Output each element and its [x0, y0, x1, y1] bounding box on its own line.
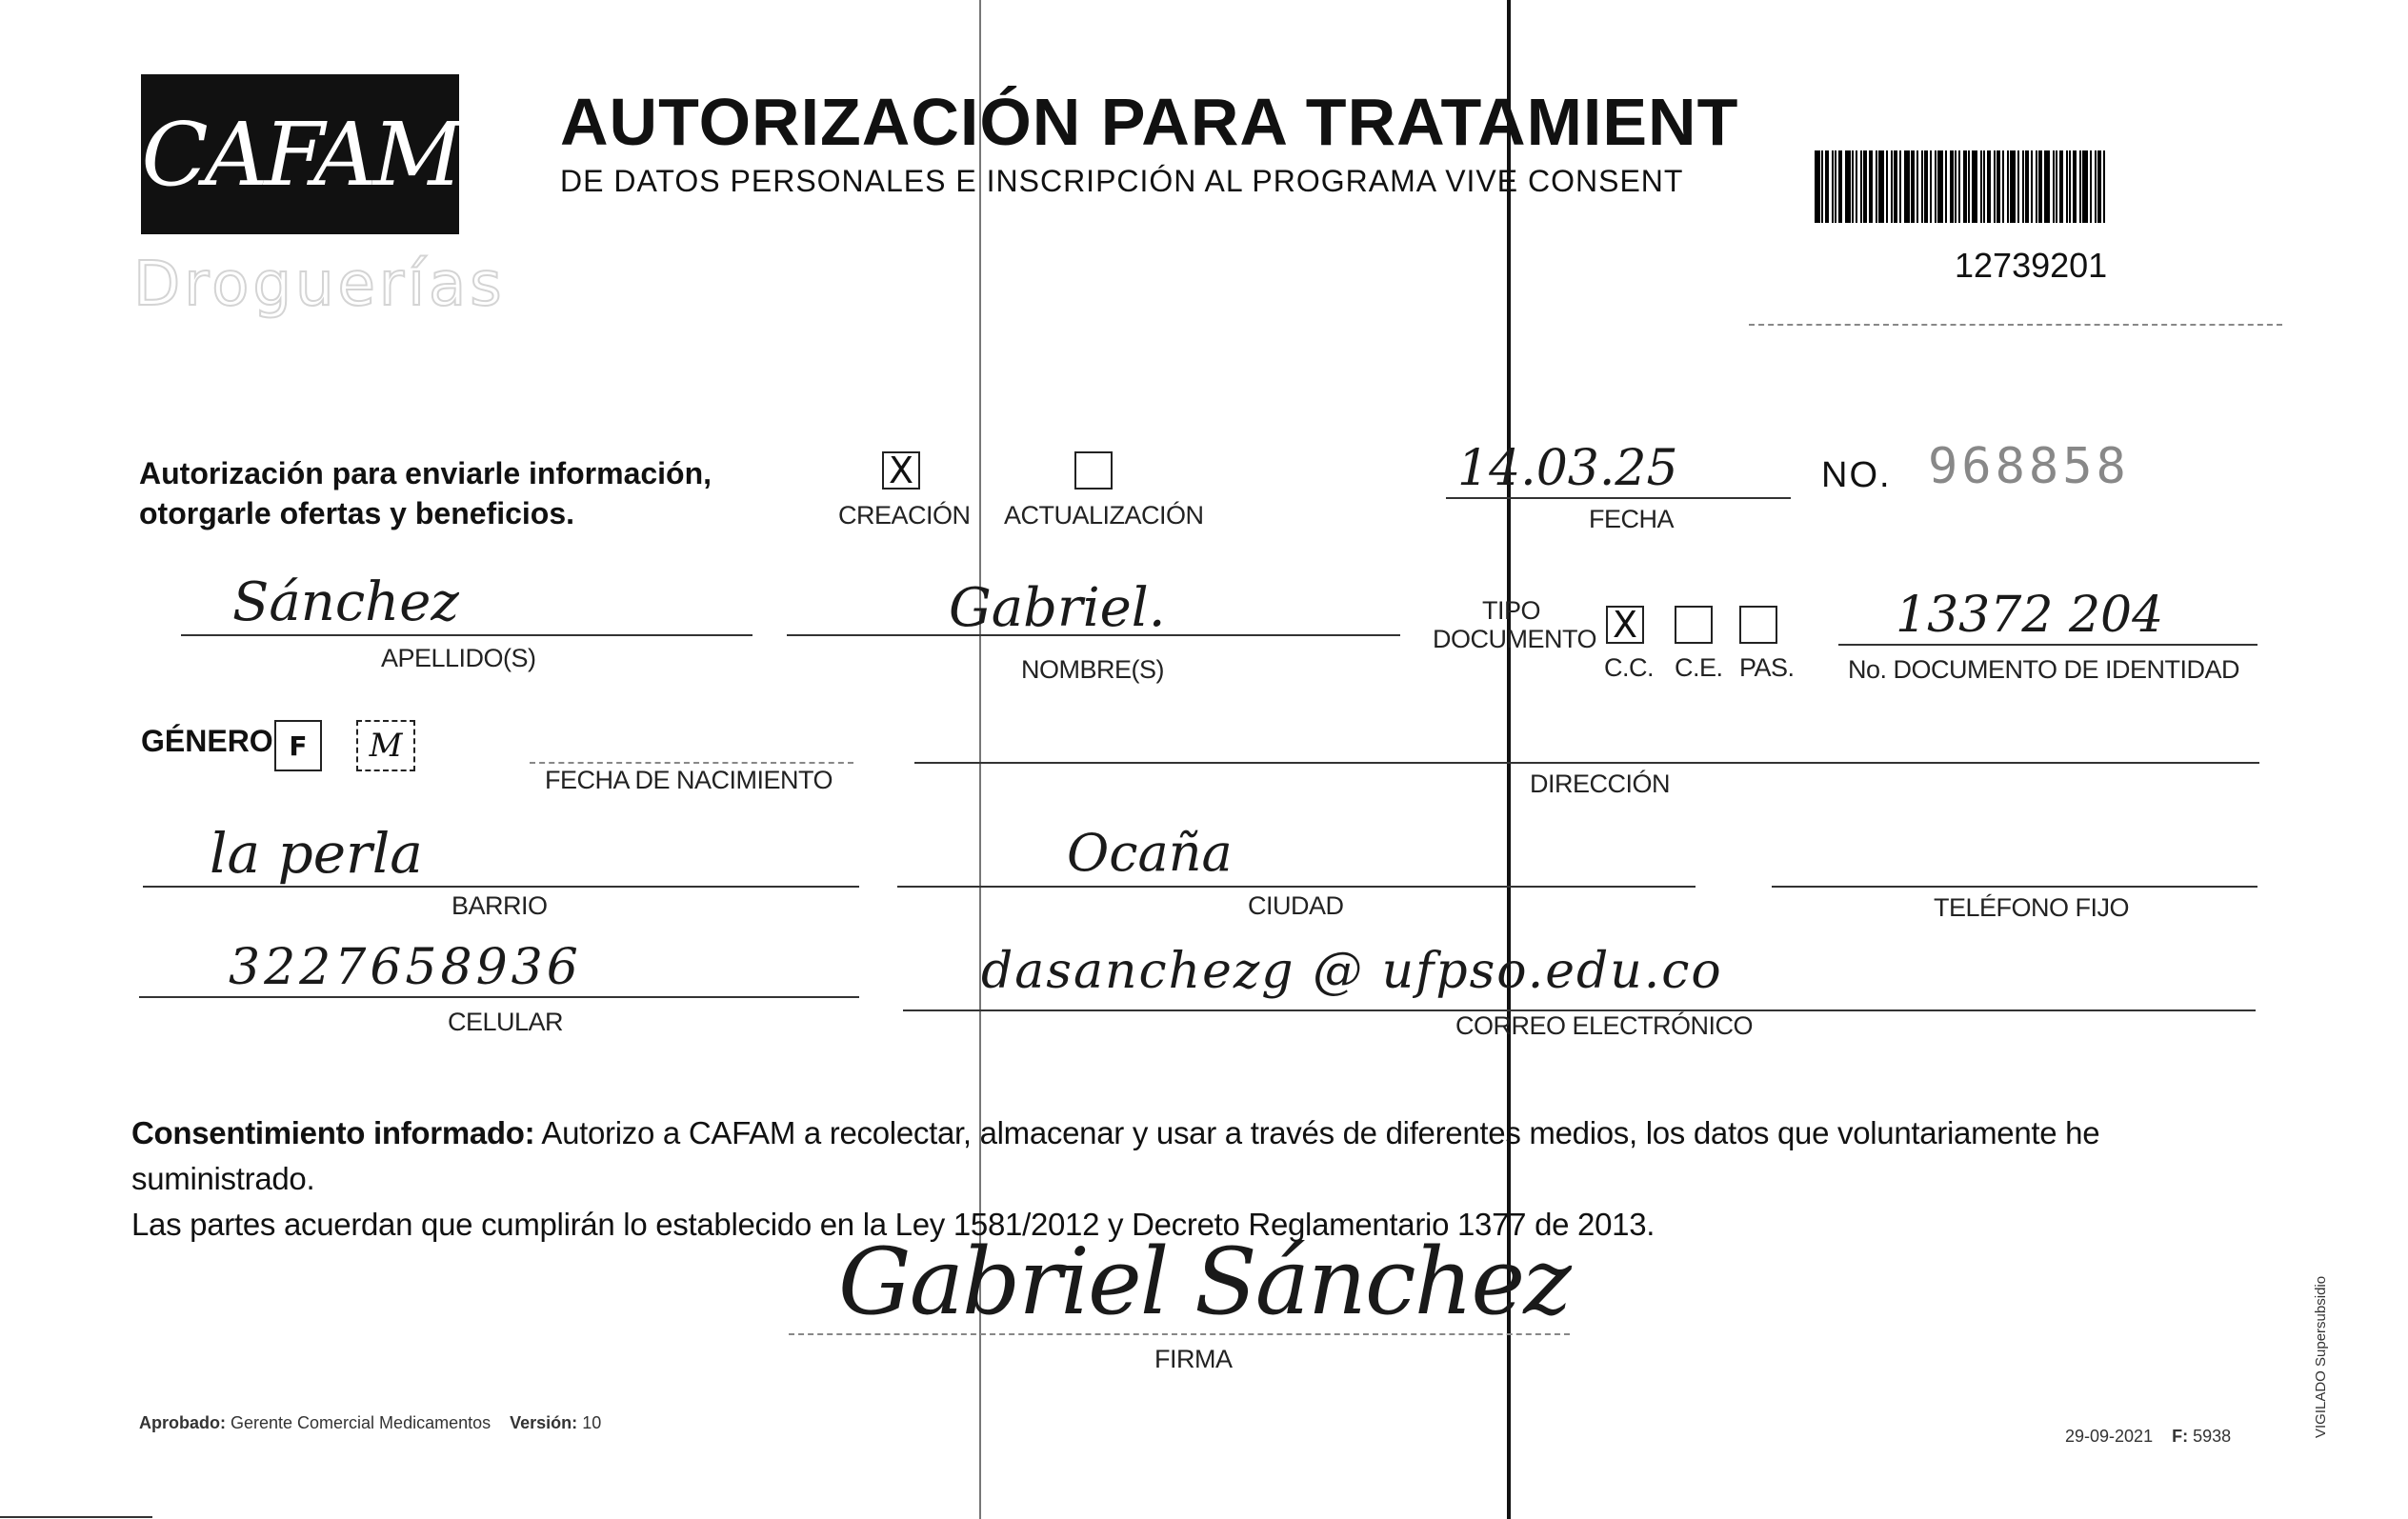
barcode-bar	[1921, 150, 1923, 223]
barcode-bar	[1955, 150, 1956, 223]
version-value: 10	[582, 1413, 602, 1432]
barcode-bar	[1930, 150, 1932, 223]
barcode-bar	[2053, 150, 2055, 223]
approved-label: Aprobado:	[139, 1413, 226, 1432]
barcode-bar	[2082, 150, 2088, 223]
barcode-bar	[1911, 150, 1915, 223]
doc-type-label-2: DOCUMENTO	[1433, 625, 1597, 653]
barcode-bar	[1899, 150, 1901, 223]
email-value: dasanchezg @ ufpso.edu.co	[981, 943, 1723, 1000]
address-label: DIRECCIÓN	[1530, 769, 1671, 798]
authorization-text	[139, 453, 712, 533]
barcode-bar	[1958, 150, 1960, 223]
barcode-bar	[2002, 150, 2004, 223]
barcode-bar	[1916, 150, 1918, 223]
barcode-bar	[1891, 150, 1893, 223]
barcode-bar	[1937, 150, 1943, 223]
date-line	[1446, 497, 1791, 499]
vigilado-side-text: VIGILADO Supersubsidio	[2313, 1275, 2329, 1438]
barcode-bar	[1950, 150, 1954, 223]
barcode-bar	[2073, 150, 2077, 223]
gender-f-checkbox[interactable]	[274, 720, 322, 771]
barcode-bar	[1894, 150, 1897, 223]
barcode-bar	[1904, 150, 1910, 223]
ce-checkbox[interactable]	[1675, 606, 1713, 644]
date-value: 14.03.25	[1457, 440, 1678, 497]
signature-line	[789, 1333, 1570, 1335]
neighborhood-line	[143, 886, 859, 888]
barcode-bar	[2038, 150, 2042, 223]
f-value: 5938	[2193, 1427, 2232, 1446]
ce-label: C.E.	[1675, 653, 1723, 682]
name-value: Gabriel.	[949, 577, 1166, 639]
barcode-bar	[1821, 150, 1823, 223]
barcode-bar	[1860, 150, 1862, 223]
surname-value: Sánchez	[232, 571, 459, 633]
cc-label: C.C.	[1604, 653, 1654, 682]
form-title: AUTORIZACIÓN PARA TRATAMIENT	[560, 85, 1739, 159]
mobile-label: CELULAR	[448, 1008, 564, 1036]
bottom-edge-mark	[0, 1516, 152, 1518]
header-divider	[1749, 324, 2282, 326]
doc-number-label: No. DOCUMENTO DE IDENTIDAD	[1848, 655, 2240, 684]
pas-label: PAS.	[1739, 653, 1795, 682]
barcode-bar	[1856, 150, 1857, 223]
barcode-bar	[1945, 150, 1947, 223]
barcode-bar	[1935, 150, 1936, 223]
email-label: CORREO ELECTRÓNICO	[1455, 1011, 1754, 1040]
barcode-bar	[2010, 150, 2016, 223]
barcode-bar	[1994, 150, 1996, 223]
barcode-bar	[2017, 150, 2019, 223]
gender-label: GÉNERO	[141, 724, 273, 758]
barcode-bar	[2090, 150, 2092, 223]
barcode-bar	[1876, 150, 1877, 223]
check-mark: X	[1612, 604, 1638, 646]
barcode-bar	[1878, 150, 1884, 223]
logo-text: CAFAM	[141, 103, 459, 206]
doc-type-label-1: TIPO	[1482, 596, 1541, 625]
barcode-bar	[2056, 150, 2057, 223]
pas-checkbox[interactable]	[1739, 606, 1777, 644]
phone-line	[1772, 886, 2258, 888]
surname-label: APELLIDO(S)	[381, 644, 536, 672]
footer-date: 29-09-2021	[2065, 1427, 2154, 1446]
mobile-value: 3227658936	[229, 939, 582, 996]
city-line	[897, 886, 1696, 888]
neighborhood-label: BARRIO	[452, 891, 548, 920]
cafam-logo	[141, 74, 459, 234]
barcode-bar	[1924, 150, 1928, 223]
barcode-bar	[1838, 150, 1842, 223]
name-label: NOMBRE(S)	[1021, 655, 1164, 684]
city-label: CIUDAD	[1248, 891, 1344, 920]
barcode-bar	[1869, 150, 1873, 223]
barcode-bar	[2044, 150, 2050, 223]
update-checkbox[interactable]	[1074, 451, 1113, 490]
barcode-bar	[2036, 150, 2037, 223]
gender-f-text: F	[289, 730, 308, 762]
barcode-bar	[2097, 150, 2101, 223]
barcode-bar	[2007, 150, 2009, 223]
consent-body-1: Autorizo a CAFAM a recolectar, almacenar y usar a través de diferentes medios, los datos que voluntariamente he suministrado.	[131, 1115, 2100, 1196]
barcode-bar	[2103, 150, 2105, 223]
approved-value: Gerente Comercial Medicamentos	[231, 1413, 492, 1432]
name-line	[787, 634, 1400, 636]
barcode-bar	[1852, 150, 1854, 223]
date-label: FECHA	[1589, 505, 1675, 533]
creation-checkbox[interactable]	[882, 451, 920, 490]
update-label: ACTUALIZACIÓN	[1004, 501, 1204, 530]
check-mark: X	[888, 450, 914, 491]
barcode-bar	[1845, 150, 1851, 223]
phone-label: TELÉFONO FIJO	[1934, 893, 2130, 922]
authorization-line-2: otorgarle ofertas y beneficios.	[139, 496, 575, 530]
barcode-bar	[1968, 150, 1970, 223]
address-line	[914, 762, 2259, 764]
barcode-bar	[1832, 150, 1834, 223]
barcode-bar	[2025, 150, 2029, 223]
form-subtitle: DE DATOS PERSONALES E INSCRIPCIÓN AL PROGRAMA VIVE CONSENT	[560, 164, 1684, 198]
neighborhood-value: la perla	[210, 821, 423, 886]
surname-line	[181, 634, 752, 636]
creation-label: CREACIÓN	[838, 501, 971, 530]
version-label: Versión:	[510, 1413, 578, 1432]
signature-value: Gabriel Sánchez	[838, 1229, 1570, 1335]
barcode-bar	[1815, 150, 1820, 223]
birth-date-line	[530, 762, 853, 764]
mobile-line	[139, 996, 859, 998]
consent-text	[131, 1110, 2284, 1248]
barcode-bar	[1980, 150, 1982, 223]
no-value: 968858	[1928, 438, 2130, 495]
signature-label: FIRMA	[1154, 1345, 1233, 1373]
barcode-bar	[1886, 150, 1888, 223]
consent-lead: Consentimiento informado:	[131, 1115, 535, 1150]
barcode-bar	[1997, 150, 2000, 223]
barcode-bar	[1972, 150, 1977, 223]
barcode-bar	[2022, 150, 2024, 223]
authorization-line-1: Autorización para enviarle información,	[139, 456, 712, 490]
logo-subtext: Droguerías	[133, 250, 506, 320]
barcode-bar	[2059, 150, 2063, 223]
doc-number-value: 13372 204	[1896, 587, 2164, 644]
barcode-bar	[2079, 150, 2081, 223]
city-value: Ocaña	[1067, 823, 1233, 883]
barcode-bar	[2095, 150, 2097, 223]
footer-date-code	[2065, 1427, 2231, 1447]
gender-m-text: M	[369, 727, 403, 765]
consent-line-1	[131, 1110, 2284, 1202]
barcode-bar	[1835, 150, 1836, 223]
barcode-number: 12739201	[1955, 246, 2108, 285]
barcode-bar	[2031, 150, 2033, 223]
barcode	[1815, 150, 2205, 223]
gender-m-checkbox[interactable]	[356, 720, 415, 771]
barcode-bar	[1825, 150, 1829, 223]
barcode-bar	[2069, 150, 2071, 223]
f-label: F:	[2172, 1427, 2189, 1446]
consent-line-2: Las partes acuerdan que cumplirán lo establecido en la Ley 1581/2012 y Decreto Reglamentario 1377 de 2013.	[131, 1207, 1656, 1242]
birth-date-label: FECHA DE NACIMIENTO	[545, 766, 833, 794]
barcode-bar	[2066, 150, 2068, 223]
barcode-bar	[1963, 150, 1967, 223]
doc-number-line	[1838, 644, 2258, 646]
barcode-bar	[1987, 150, 1991, 223]
cc-checkbox[interactable]	[1606, 606, 1644, 644]
barcode-bar	[1983, 150, 1985, 223]
no-label: NO.	[1821, 455, 1892, 495]
barcode-bar	[1863, 150, 1867, 223]
footer-approved	[139, 1413, 601, 1433]
